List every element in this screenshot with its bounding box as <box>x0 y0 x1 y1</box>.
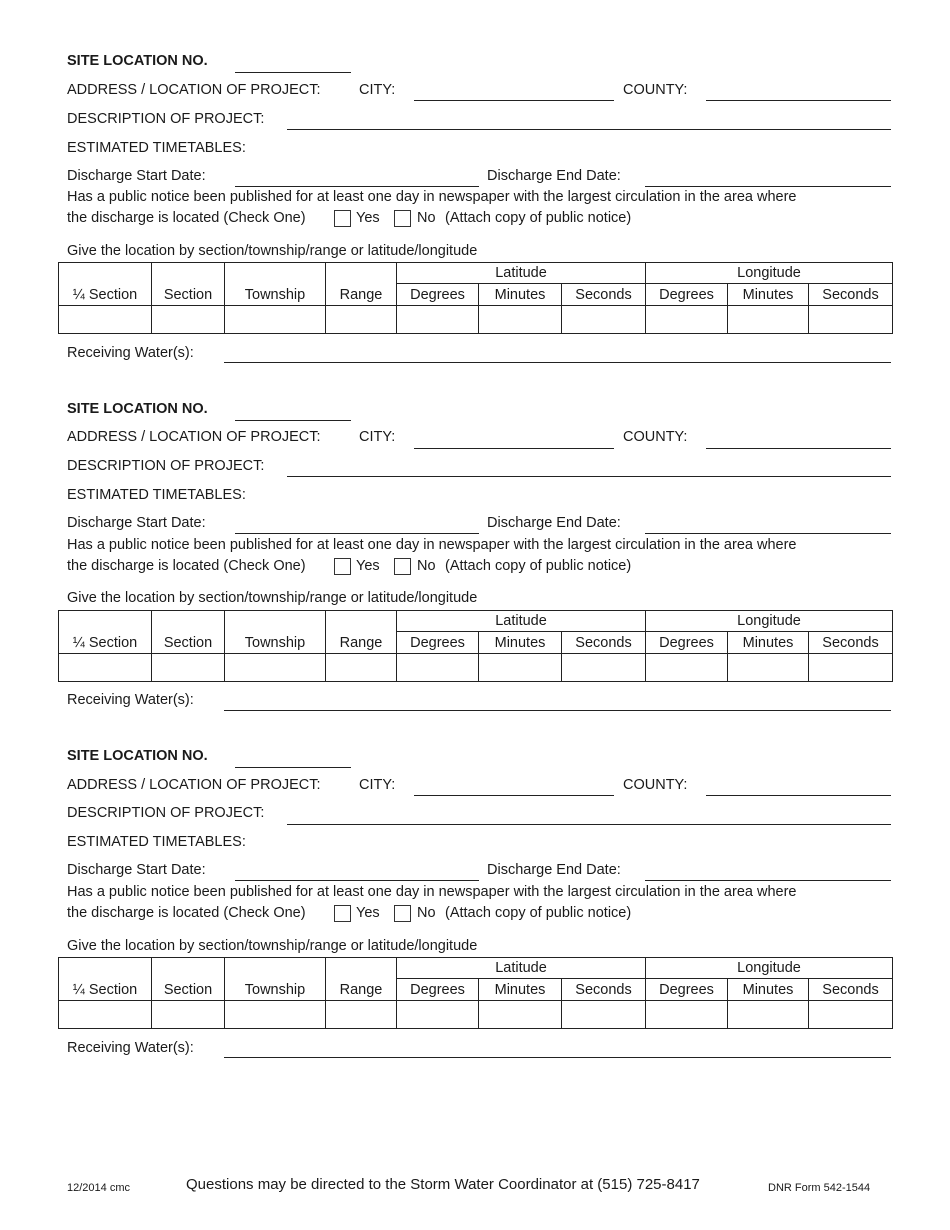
col-range: Range <box>326 263 397 306</box>
col-lat-degrees: Degrees <box>397 632 479 654</box>
description-field[interactable] <box>287 476 891 477</box>
yes-checkbox[interactable] <box>334 210 351 227</box>
description-label: DESCRIPTION OF PROJECT: <box>67 805 265 821</box>
location-table <box>58 262 893 334</box>
col-lon-seconds: Seconds <box>809 979 893 1001</box>
col-lat-degrees: Degrees <box>397 979 479 1001</box>
range-cell[interactable] <box>326 306 397 334</box>
section-cell[interactable] <box>152 1001 225 1029</box>
city-label: CITY: <box>359 777 396 793</box>
lat-seconds-cell[interactable] <box>562 306 646 334</box>
col-latitude: Latitude <box>397 958 646 979</box>
location-table <box>58 957 893 1029</box>
no-label: No <box>417 905 436 921</box>
no-checkbox[interactable] <box>394 210 411 227</box>
section-cell[interactable] <box>152 654 225 682</box>
city-field[interactable] <box>414 100 614 101</box>
attach-note: (Attach copy of public notice) <box>445 558 632 574</box>
col-lon-degrees: Degrees <box>646 979 728 1001</box>
quarter-section-cell[interactable] <box>59 306 152 334</box>
col-lon-minutes: Minutes <box>728 632 809 654</box>
receiving-water-field[interactable] <box>224 362 891 363</box>
discharge-start-label: Discharge Start Date: <box>67 515 206 531</box>
notice-question-cont: the discharge is located (Check One) <box>67 905 306 921</box>
col-range: Range <box>326 958 397 1001</box>
col-quarter-section: ¼ Section <box>59 263 152 306</box>
col-lon-seconds: Seconds <box>809 632 893 654</box>
col-township: Township <box>225 263 326 306</box>
address-label: ADDRESS / LOCATION OF PROJECT: <box>67 82 321 98</box>
address-label: ADDRESS / LOCATION OF PROJECT: <box>67 777 321 793</box>
discharge-start-field[interactable] <box>235 186 479 187</box>
col-lat-degrees: Degrees <box>397 284 479 306</box>
col-township: Township <box>225 958 326 1001</box>
col-range: Range <box>326 611 397 654</box>
no-label: No <box>417 210 436 226</box>
timetables-label: ESTIMATED TIMETABLES: <box>67 834 246 850</box>
discharge-start-label: Discharge Start Date: <box>67 168 206 184</box>
col-township: Township <box>225 611 326 654</box>
lon-degrees-cell[interactable] <box>646 654 728 682</box>
township-cell[interactable] <box>225 306 326 334</box>
receiving-water-label: Receiving Water(s): <box>67 345 194 361</box>
lat-degrees-cell[interactable] <box>397 1001 479 1029</box>
location-table <box>58 610 893 682</box>
county-label: COUNTY: <box>623 429 688 445</box>
give-location-label: Give the location by section/township/range or latitude/longitude <box>67 590 478 606</box>
city-field[interactable] <box>414 448 614 449</box>
col-quarter-section: ¼ Section <box>59 958 152 1001</box>
col-lon-degrees: Degrees <box>646 632 728 654</box>
lat-minutes-cell[interactable] <box>479 306 562 334</box>
discharge-end-field[interactable] <box>645 880 891 881</box>
lon-minutes-cell[interactable] <box>728 306 809 334</box>
footer-questions: Questions may be directed to the Storm Water Coordinator at (515) 725-8417 <box>186 1176 700 1193</box>
lon-seconds-cell[interactable] <box>809 654 893 682</box>
site-location-field[interactable] <box>235 767 351 768</box>
no-checkbox[interactable] <box>394 905 411 922</box>
col-lat-minutes: Minutes <box>479 284 562 306</box>
yes-label: Yes <box>356 905 380 921</box>
lon-seconds-cell[interactable] <box>809 1001 893 1029</box>
give-location-label: Give the location by section/township/range or latitude/longitude <box>67 938 478 954</box>
city-label: CITY: <box>359 82 396 98</box>
description-field[interactable] <box>287 129 891 130</box>
yes-checkbox[interactable] <box>334 905 351 922</box>
col-longitude: Longitude <box>646 263 893 284</box>
col-lat-minutes: Minutes <box>479 632 562 654</box>
discharge-start-label: Discharge Start Date: <box>67 862 206 878</box>
address-label: ADDRESS / LOCATION OF PROJECT: <box>67 429 321 445</box>
county-field[interactable] <box>706 448 891 449</box>
no-checkbox[interactable] <box>394 558 411 575</box>
col-lon-minutes: Minutes <box>728 284 809 306</box>
county-label: COUNTY: <box>623 777 688 793</box>
table-row <box>59 1001 893 1029</box>
attach-note: (Attach copy of public notice) <box>445 905 632 921</box>
col-longitude: Longitude <box>646 611 893 632</box>
lon-seconds-cell[interactable] <box>809 306 893 334</box>
table-row <box>59 306 893 334</box>
col-section: Section <box>152 958 225 1001</box>
discharge-end-label: Discharge End Date: <box>487 515 621 531</box>
col-section: Section <box>152 263 225 306</box>
timetables-label: ESTIMATED TIMETABLES: <box>67 140 246 156</box>
col-lat-minutes: Minutes <box>479 979 562 1001</box>
receiving-water-field[interactable] <box>224 1057 891 1058</box>
footer-form-number: DNR Form 542-1544 <box>768 1182 871 1194</box>
col-lat-seconds: Seconds <box>562 979 646 1001</box>
col-section: Section <box>152 611 225 654</box>
table-row <box>59 654 893 682</box>
lat-minutes-cell[interactable] <box>479 1001 562 1029</box>
lon-degrees-cell[interactable] <box>646 1001 728 1029</box>
site-location-field[interactable] <box>235 420 351 421</box>
discharge-end-label: Discharge End Date: <box>487 862 621 878</box>
col-latitude: Latitude <box>397 611 646 632</box>
range-cell[interactable] <box>326 1001 397 1029</box>
discharge-end-field[interactable] <box>645 533 891 534</box>
col-longitude: Longitude <box>646 958 893 979</box>
yes-label: Yes <box>356 558 380 574</box>
yes-label: Yes <box>356 210 380 226</box>
city-field[interactable] <box>414 795 614 796</box>
lat-degrees-cell[interactable] <box>397 654 479 682</box>
col-quarter-section: ¼ Section <box>59 611 152 654</box>
discharge-end-field[interactable] <box>645 186 891 187</box>
county-field[interactable] <box>706 100 891 101</box>
col-lat-seconds: Seconds <box>562 632 646 654</box>
township-cell[interactable] <box>225 1001 326 1029</box>
col-lat-seconds: Seconds <box>562 284 646 306</box>
section-cell[interactable] <box>152 306 225 334</box>
attach-note: (Attach copy of public notice) <box>445 210 632 226</box>
county-field[interactable] <box>706 795 891 796</box>
lat-seconds-cell[interactable] <box>562 654 646 682</box>
notice-question: Has a public notice been published for at least one day in newspaper with the largest circulation in the area where <box>67 884 797 900</box>
site-location-label: SITE LOCATION NO. <box>67 748 208 764</box>
discharge-start-field[interactable] <box>235 533 479 534</box>
lat-degrees-cell[interactable] <box>397 306 479 334</box>
lon-minutes-cell[interactable] <box>728 654 809 682</box>
notice-question-cont: the discharge is located (Check One) <box>67 210 306 226</box>
lon-degrees-cell[interactable] <box>646 306 728 334</box>
col-lon-minutes: Minutes <box>728 979 809 1001</box>
col-lon-degrees: Degrees <box>646 284 728 306</box>
no-label: No <box>417 558 436 574</box>
give-location-label: Give the location by section/township/range or latitude/longitude <box>67 243 478 259</box>
footer-date-code: 12/2014 cmc <box>67 1182 130 1194</box>
description-field[interactable] <box>287 824 891 825</box>
quarter-section-cell[interactable] <box>59 654 152 682</box>
site-location-label: SITE LOCATION NO. <box>67 53 208 69</box>
quarter-section-cell[interactable] <box>59 1001 152 1029</box>
receiving-water-field[interactable] <box>224 710 891 711</box>
lat-minutes-cell[interactable] <box>479 654 562 682</box>
receiving-water-label: Receiving Water(s): <box>67 1040 194 1056</box>
notice-question: Has a public notice been published for at least one day in newspaper with the largest circulation in the area where <box>67 537 797 553</box>
receiving-water-label: Receiving Water(s): <box>67 692 194 708</box>
col-lon-seconds: Seconds <box>809 284 893 306</box>
notice-question-cont: the discharge is located (Check One) <box>67 558 306 574</box>
notice-question: Has a public notice been published for at least one day in newspaper with the largest circulation in the area where <box>67 189 797 205</box>
description-label: DESCRIPTION OF PROJECT: <box>67 458 265 474</box>
lat-seconds-cell[interactable] <box>562 1001 646 1029</box>
county-label: COUNTY: <box>623 82 688 98</box>
range-cell[interactable] <box>326 654 397 682</box>
township-cell[interactable] <box>225 654 326 682</box>
site-location-field[interactable] <box>235 72 351 73</box>
col-latitude: Latitude <box>397 263 646 284</box>
discharge-start-field[interactable] <box>235 880 479 881</box>
city-label: CITY: <box>359 429 396 445</box>
timetables-label: ESTIMATED TIMETABLES: <box>67 487 246 503</box>
site-location-label: SITE LOCATION NO. <box>67 401 208 417</box>
lon-minutes-cell[interactable] <box>728 1001 809 1029</box>
yes-checkbox[interactable] <box>334 558 351 575</box>
discharge-end-label: Discharge End Date: <box>487 168 621 184</box>
description-label: DESCRIPTION OF PROJECT: <box>67 111 265 127</box>
